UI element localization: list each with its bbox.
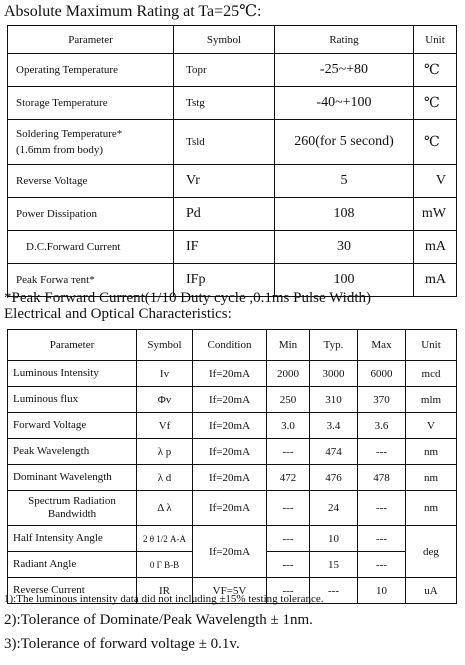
symbol-cell: Tsld: [174, 120, 275, 165]
symbol-cell: IF: [174, 231, 275, 264]
condition-cell: If=20mA: [193, 491, 267, 526]
header-rating: Rating: [275, 26, 414, 54]
max-cell: 10: [358, 578, 406, 604]
symbol-cell: 2 θ 1/2 A-A: [137, 526, 193, 552]
min-cell: ---: [267, 439, 310, 465]
param-cell: [8, 120, 174, 165]
symbol-cell: Tstg: [174, 87, 275, 120]
typ-cell: ---: [310, 578, 358, 604]
param-cell: Operating Temperature: [8, 54, 174, 87]
unit-cell: uA: [406, 578, 457, 604]
rating-cell: 5: [275, 165, 414, 198]
note-voltage-tolerance: 3):Tolerance of forward voltage ± 0.1v.: [4, 636, 240, 652]
unit-cell: V: [414, 165, 457, 198]
rating-cell: -40~+100: [275, 87, 414, 120]
min-cell: ---: [267, 552, 310, 578]
symbol-cell: Vr: [174, 165, 275, 198]
max-cell: 6000: [358, 361, 406, 387]
header-min: Min: [267, 330, 310, 361]
param-cell: Peak Wavelength: [8, 439, 137, 465]
table-row: [8, 465, 457, 491]
header-condition: Condition: [193, 330, 267, 361]
unit-cell: mA: [414, 264, 457, 297]
unit-cell: nm: [406, 439, 457, 465]
param-cell: Half Intensity Angle: [8, 526, 137, 552]
table-row: [8, 526, 457, 552]
header-symbol: Symbol: [137, 330, 193, 361]
max-cell: ---: [358, 491, 406, 526]
symbol-cell: Φv: [137, 387, 193, 413]
rating-cell: -25~+80: [275, 54, 414, 87]
condition-cell: If=20mA: [193, 465, 267, 491]
param-cell: Storage Temperature: [8, 87, 174, 120]
param-line-2: Bandwidth: [47, 508, 97, 520]
param-cell: Luminous Intensity: [8, 361, 137, 387]
header-unit: Unit: [414, 26, 457, 54]
table-row: [8, 439, 457, 465]
condition-cell: If=20mA: [193, 439, 267, 465]
table-row: [8, 165, 457, 198]
symbol-cell: Pd: [174, 198, 275, 231]
param-cell: Peak Forwa тent*: [8, 264, 174, 297]
table-row: [8, 491, 457, 526]
condition-cell: If=20mA: [193, 387, 267, 413]
header-max: Max: [358, 330, 406, 361]
symbol-cell: λ p: [137, 439, 193, 465]
min-cell: ---: [267, 578, 310, 604]
peak-current-note: *Peak Forward Current(1/10 Duty cycle ,0.1ms Pulse Width): [4, 290, 371, 306]
typ-cell: 24: [310, 491, 358, 526]
min-cell: 250: [267, 387, 310, 413]
max-cell: 478: [358, 465, 406, 491]
table-row: [8, 413, 457, 439]
typ-cell: 15: [310, 552, 358, 578]
unit-cell: mcd: [406, 361, 457, 387]
symbol-cell: Topr: [174, 54, 275, 87]
symbol-cell: IFp: [174, 264, 275, 297]
electrical-optical-table: [7, 329, 457, 604]
electrical-optical-title: Electrical and Optical Characteristics:: [4, 306, 232, 322]
condition-cell: If=20mA: [193, 361, 267, 387]
unit-cell: nm: [406, 465, 457, 491]
max-cell: ---: [358, 439, 406, 465]
unit-cell: mA: [414, 231, 457, 264]
condition-cell: VF=5V: [193, 578, 267, 604]
min-cell: ---: [267, 526, 310, 552]
symbol-cell: λ d: [137, 465, 193, 491]
param-cell: Reverse Current: [8, 578, 137, 604]
typ-cell: 3000: [310, 361, 358, 387]
unit-cell: V: [406, 413, 457, 439]
unit-cell: ℃: [414, 120, 457, 165]
table-row: [8, 120, 457, 165]
rating-cell: 30: [275, 231, 414, 264]
param-cell: D.C.Forward Current: [8, 231, 174, 264]
table-header-row: [8, 330, 457, 361]
note-wavelength-tolerance: 2):Tolerance of Dominate/Peak Wavelength ± 1nm.: [4, 612, 313, 628]
typ-cell: 310: [310, 387, 358, 413]
unit-cell: ℃: [414, 87, 457, 120]
table-header-row: [8, 26, 457, 54]
param-cell: Power Dissipation: [8, 198, 174, 231]
param-cell: Radiant Angle: [8, 552, 137, 578]
table-row: [8, 231, 457, 264]
param-line-1: Soldering Temperature*: [16, 128, 123, 140]
header-parameter: Parameter: [8, 330, 137, 361]
table-row: [8, 198, 457, 231]
typ-cell: 476: [310, 465, 358, 491]
max-cell: ---: [358, 552, 406, 578]
unit-cell: mlm: [406, 387, 457, 413]
symbol-cell: Δ λ: [137, 491, 193, 526]
unit-cell: ℃: [414, 54, 457, 87]
header-unit: Unit: [406, 330, 457, 361]
param-line-1: Spectrum Radiation: [28, 495, 116, 507]
param-cell: Forward Voltage: [8, 413, 137, 439]
typ-cell: 10: [310, 526, 358, 552]
header-parameter: Parameter: [8, 26, 174, 54]
header-typ: Typ.: [310, 330, 358, 361]
absolute-max-table: [7, 25, 457, 297]
param-cell: Dominant Wavelength: [8, 465, 137, 491]
header-symbol: Symbol: [174, 26, 275, 54]
rating-cell: 260(for 5 second): [275, 120, 414, 165]
min-cell: ---: [267, 491, 310, 526]
min-cell: 3.0: [267, 413, 310, 439]
table-row: [8, 54, 457, 87]
min-cell: 2000: [267, 361, 310, 387]
symbol-cell: IR: [137, 578, 193, 604]
symbol-cell: Vf: [137, 413, 193, 439]
note-luminous-tolerance: 1):The luminous intensity data did not including ±15% testing tolerance.: [4, 593, 324, 605]
rating-cell: 100: [275, 264, 414, 297]
unit-cell: deg: [406, 526, 457, 578]
param-line-2: (1.6mm from body): [16, 144, 104, 156]
max-cell: 370: [358, 387, 406, 413]
max-cell: ---: [358, 526, 406, 552]
max-cell: 3.6: [358, 413, 406, 439]
param-cell: [8, 491, 137, 526]
min-cell: 472: [267, 465, 310, 491]
typ-cell: 3.4: [310, 413, 358, 439]
table-row: [8, 87, 457, 120]
unit-cell: mW: [414, 198, 457, 231]
param-cell: Luminous flux: [8, 387, 137, 413]
symbol-cell: 0 Γ B-B: [137, 552, 193, 578]
symbol-cell: Iv: [137, 361, 193, 387]
condition-cell: If=20mA: [193, 526, 267, 578]
unit-cell: nm: [406, 491, 457, 526]
table-row: [8, 387, 457, 413]
condition-cell: If=20mA: [193, 413, 267, 439]
absolute-max-title: Absolute Maximum Rating at Ta=25℃:: [4, 3, 262, 20]
rating-cell: 108: [275, 198, 414, 231]
param-cell: Reverse Voltage: [8, 165, 174, 198]
typ-cell: 474: [310, 439, 358, 465]
table-row: [8, 361, 457, 387]
